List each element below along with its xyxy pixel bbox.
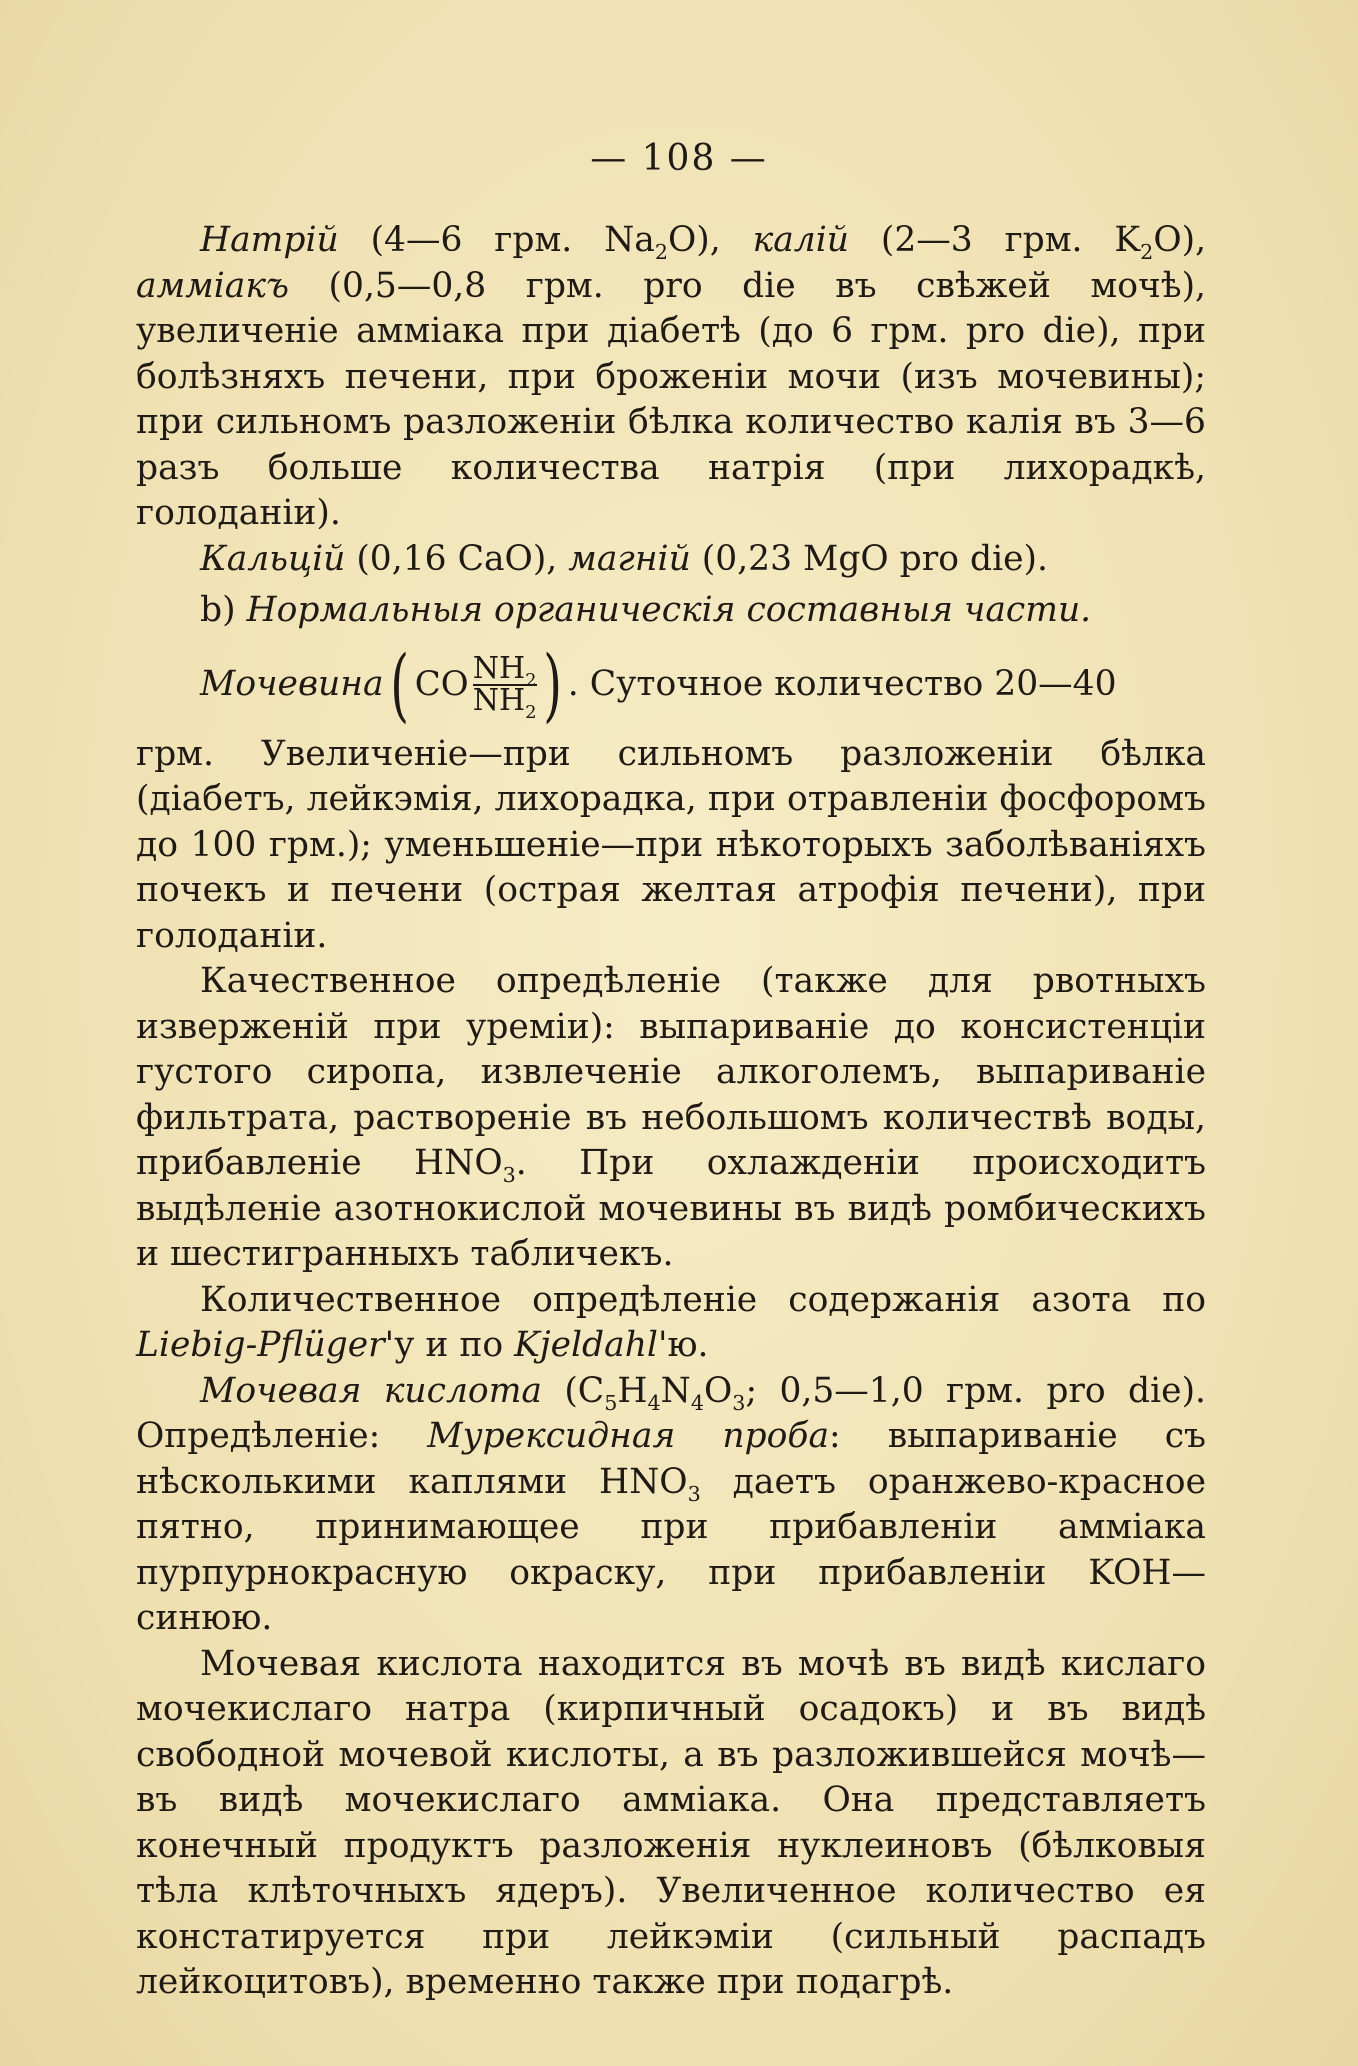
term-ammiak: амміакъ bbox=[136, 265, 289, 306]
term-kalciy: Кальцій bbox=[200, 538, 346, 579]
term-murexide-test: Мурексидная проба bbox=[427, 1416, 830, 1456]
section-letter: b) bbox=[200, 590, 236, 630]
paragraph-quantitative: Количественное опредѣленіе содержанія азота по Liebig-Pflüger'у и по Kjeldahl'ю. bbox=[136, 1279, 1206, 1365]
term-natriy: Натрій bbox=[200, 220, 339, 260]
page-body bbox=[136, 218, 1206, 2006]
term-uric-acid: Мочевая кислота bbox=[200, 1370, 542, 1411]
term-magniy: магній bbox=[568, 538, 691, 579]
formula-co: CO bbox=[414, 663, 469, 704]
paren-open: ( bbox=[389, 637, 409, 731]
paragraph-sodium-potassium: Натрій (4—6 грм. $Na_2O$), калій (2—3 грм. $K_2O$), амміакъ (0,5—0,8 грм. pro die въ свѣжей мочѣ), увеличеніе амміака при діабетѣ (до 6 грм. pro die), при болѣзняхъ печени, при броженіи мочи (изъ мочевины); при сильномъ разложеніи бѣлка количество калія въ 3—6 разъ больше количества натрія (при лихорадкѣ, голоданіи). bbox=[136, 220, 1207, 533]
section-title: Нормальныя органическія составныя части. bbox=[246, 590, 1092, 630]
paren-close: ) bbox=[542, 637, 562, 731]
term-urea: Мочевина bbox=[200, 663, 384, 704]
term-kaliy: калій bbox=[752, 220, 849, 260]
name-liebig-pfluger: Liebig-Pflüger bbox=[136, 1325, 385, 1365]
urea-daily-amount: . Суточное количество 20—40 bbox=[567, 663, 1117, 704]
section-heading-b bbox=[136, 588, 1206, 634]
page-number: — 108 — bbox=[590, 138, 768, 179]
name-kjeldahl: Kjeldahl bbox=[514, 1325, 658, 1365]
paragraph-qualitative: Качественное опредѣленіе (также для рвотныхъ изверженій при уреміи): выпариваніе до консистенціи густого сиропа, извлеченіе алкоголемъ, выпариваніе фильтрата, раствореніе въ небольшомъ количествѣ воды, прибавленіе $HNO_3$. При охлажденіи происходитъ выдѣленіе азотнокислой мочевины въ видѣ ромбическихъ и шестигранныхъ табличекъ. bbox=[136, 961, 1206, 1274]
paragraph-uric-acid-in-urine: Мочевая кислота находится въ мочѣ въ видѣ кислаго мочекислаго натра (кирпичный осадокъ) и въ видѣ свободной мочевой кислоты, а въ разложившейся мочѣ—въ видѣ мочекислаго амміака. Она представляетъ конечный продуктъ разложенія нуклеиновъ (бѣлковыя тѣла клѣточныхъ ядеръ). Увеличенное количество ея констатируется при лейкэміи (сильный распадъ лейкоцитовъ), временно также при подагрѣ. bbox=[136, 1643, 1206, 2002]
urea-formula-row bbox=[200, 637, 1206, 731]
formula-amine-groups: $\frac{NH_2}{NH_2}$ bbox=[472, 650, 537, 723]
paragraph-uric-acid: Мочевая кислота ($C_5H_4N_4O_3$; 0,5—1,0 грм. pro die). Опредѣленіе: Мурексидная проба: выпариваніе съ нѣсколькими каплями $HNO_3$ даетъ оранжево-красное пятно, принимающее при прибавленіи амміака пурпурнокрасную окраску, при прибавленіи KOH—синюю. bbox=[136, 1370, 1207, 1638]
paragraph-urea: грм. Увеличеніе—при сильномъ разложеніи бѣлка (діабетъ, лейкэмія, лихорадка, при отравленіи фосфоромъ до 100 грм.); уменьшеніе—при нѣкоторыхъ заболѣваніяхъ почекъ и печени (острая желтая атрофія печени), при голоданіи. bbox=[136, 733, 1206, 956]
paragraph-calcium-magnesium: Кальцій (0,16 CaO), магній (0,23 MgO pro die). bbox=[200, 538, 1048, 579]
